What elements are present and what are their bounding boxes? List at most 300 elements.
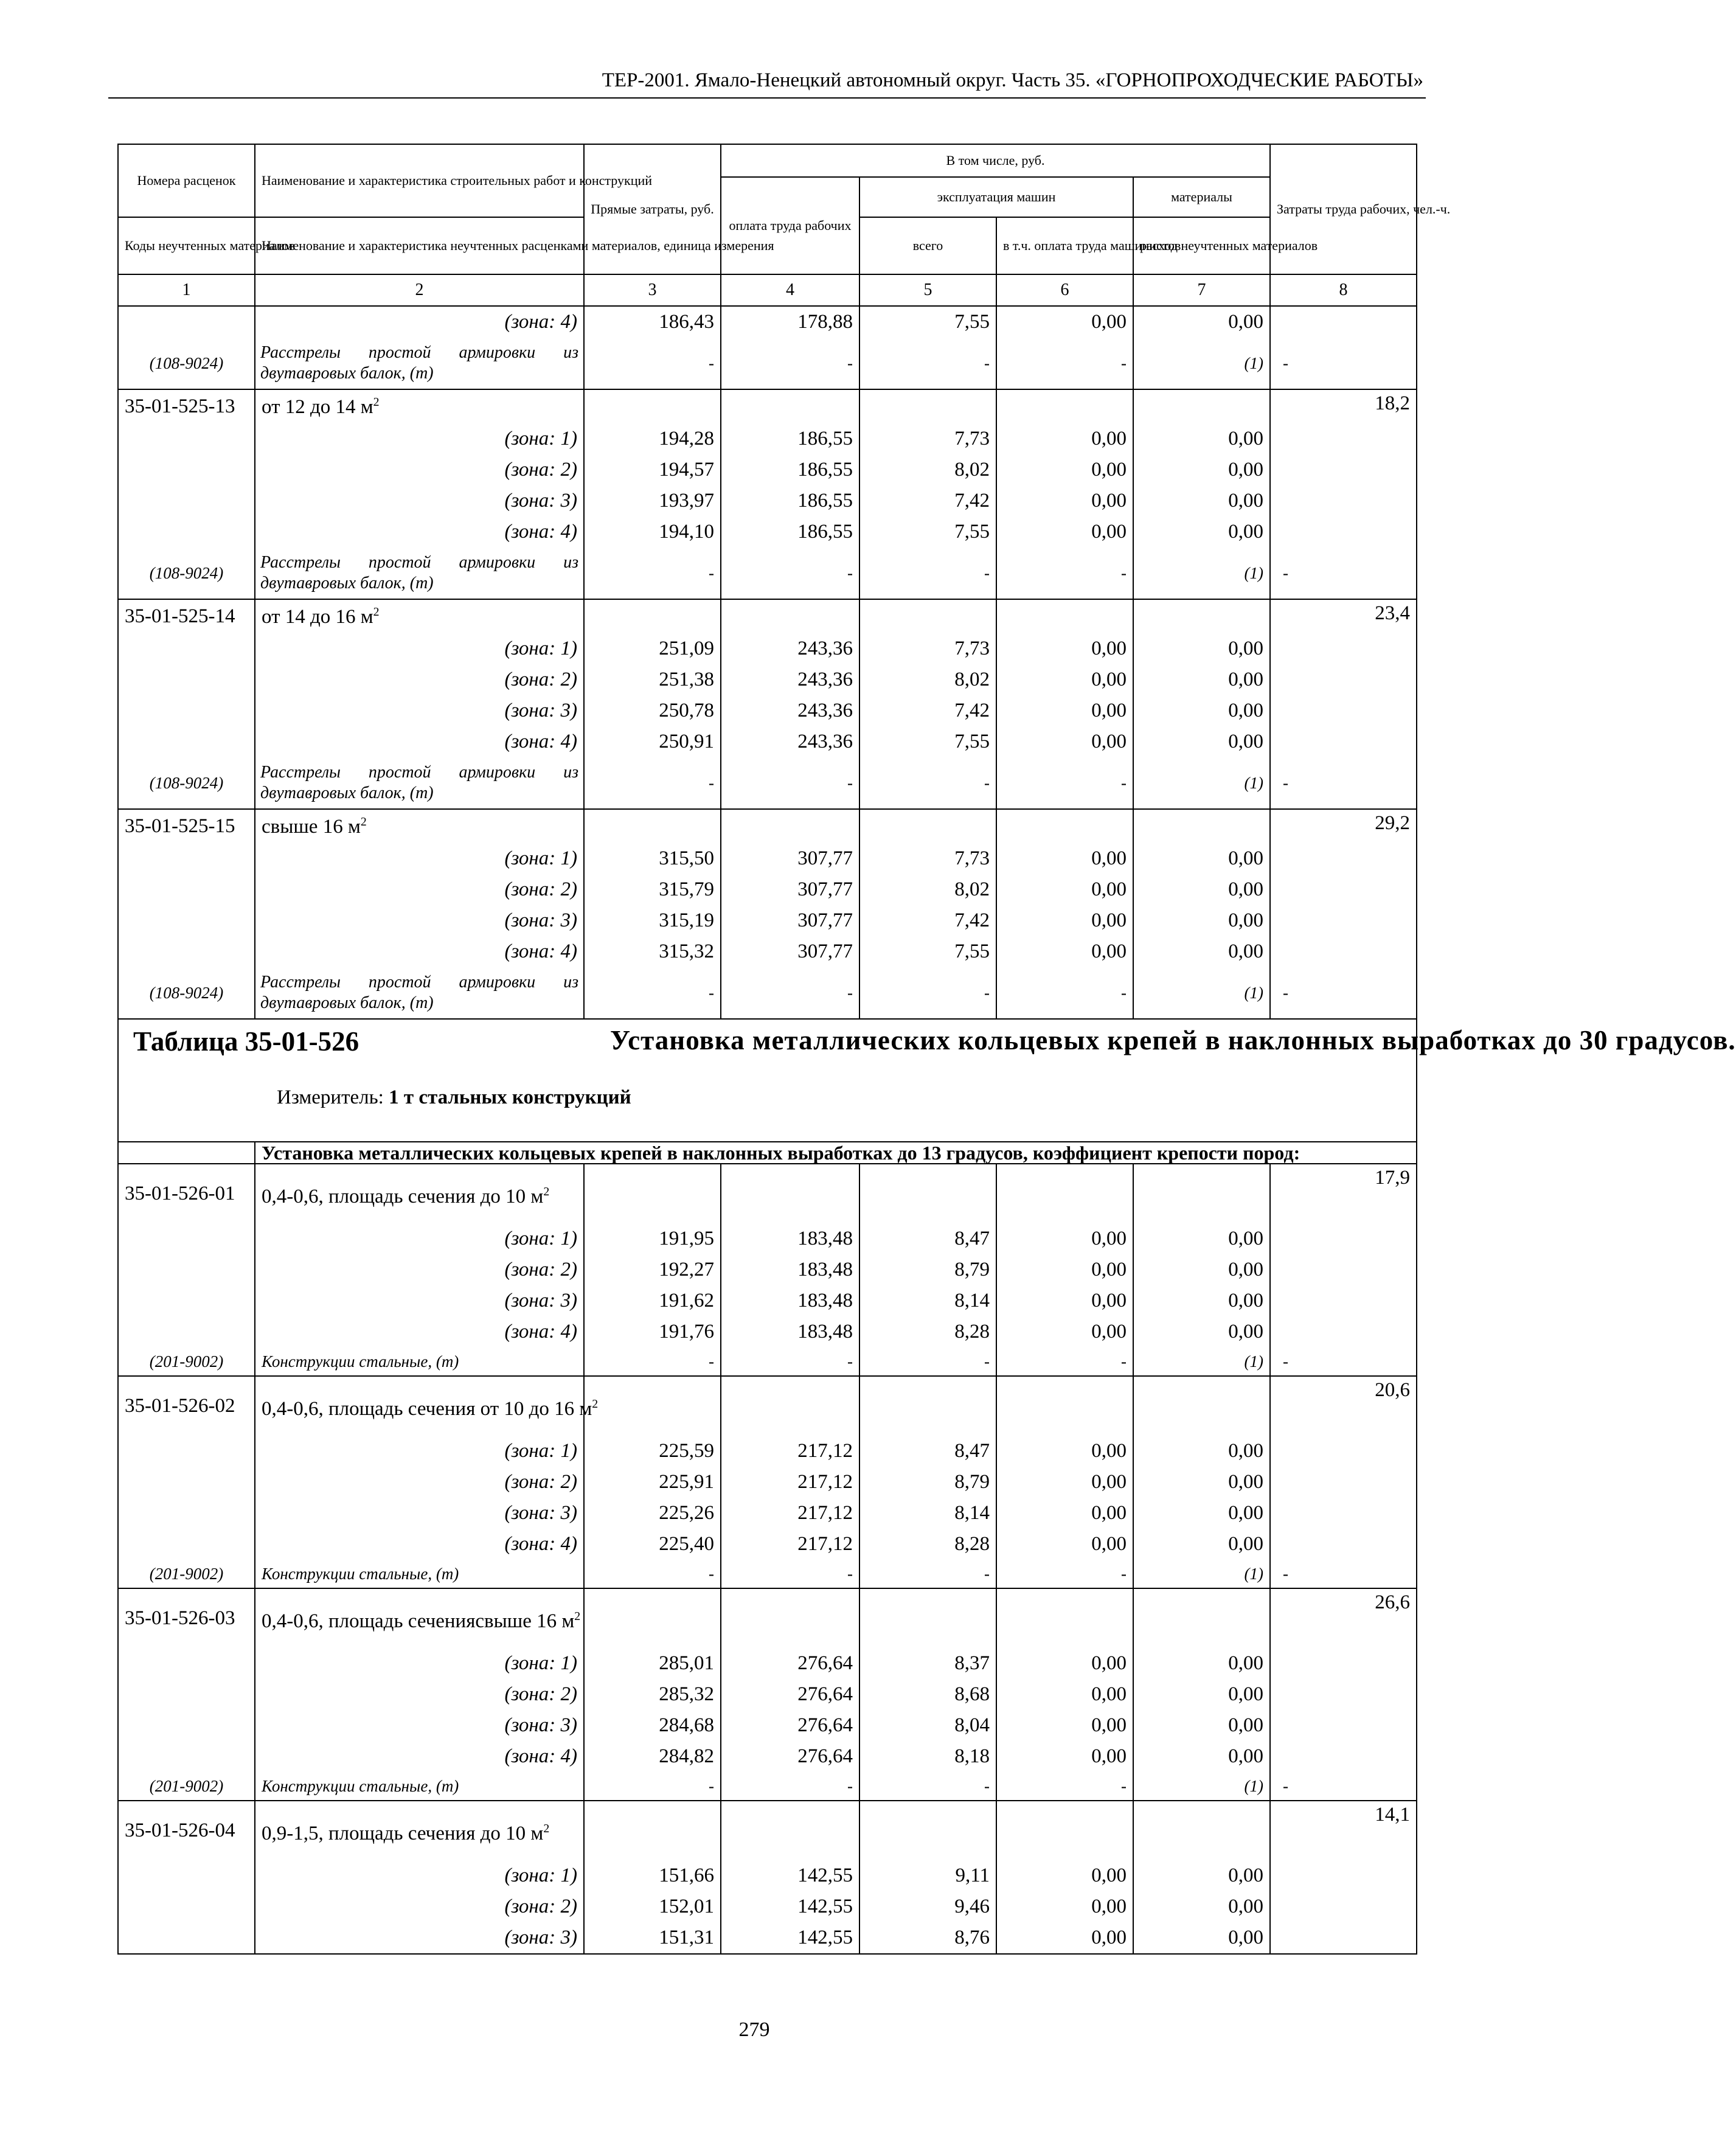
materials-cost: 0,00 (1133, 1254, 1270, 1285)
direct-cost: 151,66 (584, 1860, 721, 1891)
labor-pay: 243,36 (721, 726, 859, 757)
machines-total: 8,76 (859, 1922, 996, 1954)
dash: - (1270, 547, 1417, 599)
labor-empty (1270, 1679, 1417, 1710)
machinist-pay: 0,00 (996, 454, 1133, 485)
head-materials: материалы (1133, 177, 1270, 217)
superscript-2: 2 (592, 1397, 599, 1411)
material-row (118, 1772, 1417, 1801)
zone-label: (зона: 3) (255, 485, 584, 516)
empty-cell (859, 389, 996, 423)
zone-row (118, 1223, 1417, 1254)
zone-row (118, 454, 1417, 485)
head-row-1 (118, 144, 1417, 177)
direct-cost: 192,27 (584, 1254, 721, 1285)
zone-label: (зона: 3) (255, 695, 584, 726)
direct-cost: 225,40 (584, 1529, 721, 1560)
materials-cost: 0,00 (1133, 1316, 1270, 1347)
dash: - (1270, 1560, 1417, 1588)
labor-pay: 307,77 (721, 936, 859, 967)
labor-pay: 183,48 (721, 1316, 859, 1347)
material-name: Расстрелы простой армировки из двутавровых балок, (т) (255, 338, 584, 389)
section-code-empty (118, 1142, 255, 1164)
rate-name (255, 809, 584, 843)
zone-label: (зона: 2) (255, 664, 584, 695)
machines-total: 7,42 (859, 905, 996, 936)
zone-row (118, 1436, 1417, 1467)
zone-row (118, 423, 1417, 454)
dash: - (721, 967, 859, 1019)
dash: - (584, 1347, 721, 1376)
rate-name (255, 599, 584, 633)
machines-total: 9,46 (859, 1891, 996, 1922)
zone-label: (зона: 1) (255, 1223, 584, 1254)
rate-row (118, 1164, 1417, 1223)
material-qty: (1) (1133, 1772, 1270, 1801)
dash: - (584, 757, 721, 809)
labor-cost: 18,2 (1270, 389, 1417, 423)
material-code: (108-9024) (118, 967, 255, 1019)
zone-label: (зона: 2) (255, 454, 584, 485)
material-qty: (1) (1133, 1560, 1270, 1588)
empty-cell (721, 1164, 859, 1223)
direct-cost: 315,32 (584, 936, 721, 967)
rate-code-empty (118, 874, 255, 905)
rate-code-empty (118, 306, 255, 338)
dash: - (584, 338, 721, 389)
dash: - (721, 1347, 859, 1376)
materials-cost: 0,00 (1133, 874, 1270, 905)
materials-cost: 0,00 (1133, 633, 1270, 664)
direct-cost: 225,91 (584, 1467, 721, 1498)
material-code: (108-9024) (118, 757, 255, 809)
labor-pay: 243,36 (721, 633, 859, 664)
dash: - (721, 338, 859, 389)
materials-cost: 0,00 (1133, 664, 1270, 695)
empty-cell (721, 1376, 859, 1436)
materials-cost: 0,00 (1133, 1467, 1270, 1498)
zone-row (118, 306, 1417, 338)
dash: - (859, 1772, 996, 1801)
rate-code-empty (118, 1254, 255, 1285)
column-number: 5 (859, 274, 996, 306)
rate-code-empty (118, 905, 255, 936)
zone-label: (зона: 1) (255, 1648, 584, 1679)
machinist-pay: 0,00 (996, 306, 1133, 338)
zone-row (118, 1285, 1417, 1316)
zone-row (118, 905, 1417, 936)
machines-total: 7,55 (859, 306, 996, 338)
rate-code-empty (118, 1891, 255, 1922)
rate-name (255, 389, 584, 423)
empty-cell (859, 1376, 996, 1436)
labor-empty (1270, 1710, 1417, 1741)
dash: - (859, 967, 996, 1019)
zone-row (118, 1891, 1417, 1922)
labor-pay: 307,77 (721, 843, 859, 874)
head-numbers-row (118, 274, 1417, 306)
dash: - (584, 547, 721, 599)
labor-empty (1270, 905, 1417, 936)
rate-code-empty (118, 633, 255, 664)
dash: - (996, 338, 1133, 389)
superscript-2: 2 (373, 395, 380, 409)
machines-total: 7,73 (859, 633, 996, 664)
dash: - (859, 1560, 996, 1588)
zone-label: (зона: 4) (255, 306, 584, 338)
material-name: Конструкции стальные, (т) (255, 1772, 584, 1801)
rate-code-empty (118, 1860, 255, 1891)
rate-row (118, 809, 1417, 843)
dash: - (584, 967, 721, 1019)
empty-cell (996, 1588, 1133, 1648)
material-qty: (1) (1133, 757, 1270, 809)
empty-cell (584, 809, 721, 843)
labor-pay: 276,64 (721, 1741, 859, 1772)
table-number: Таблица 35-01-526 (133, 1026, 359, 1057)
labor-empty (1270, 1254, 1417, 1285)
empty-cell (584, 1801, 721, 1860)
empty-cell (1133, 389, 1270, 423)
column-number: 2 (255, 274, 584, 306)
labor-pay: 178,88 (721, 306, 859, 338)
machines-total: 8,02 (859, 454, 996, 485)
machinist-pay: 0,00 (996, 1741, 1133, 1772)
rate-name (255, 1588, 584, 1648)
machinist-pay: 0,00 (996, 1498, 1133, 1529)
direct-cost: 251,38 (584, 664, 721, 695)
material-code: (201-9002) (118, 1772, 255, 1801)
materials-cost: 0,00 (1133, 485, 1270, 516)
empty-cell (996, 809, 1133, 843)
labor-cost: 17,9 (1270, 1164, 1417, 1223)
labor-pay: 217,12 (721, 1529, 859, 1560)
machines-total: 8,68 (859, 1679, 996, 1710)
direct-cost: 191,95 (584, 1223, 721, 1254)
material-name: Расстрелы простой армировки из двутавровых балок, (т) (255, 967, 584, 1019)
machinist-pay: 0,00 (996, 1254, 1133, 1285)
machines-total: 7,55 (859, 726, 996, 757)
zone-row (118, 874, 1417, 905)
empty-cell (721, 599, 859, 633)
machines-total: 7,42 (859, 695, 996, 726)
rate-name (255, 1801, 584, 1860)
labor-empty (1270, 454, 1417, 485)
section-row (118, 1142, 1417, 1164)
labor-pay: 276,64 (721, 1648, 859, 1679)
dash: - (859, 338, 996, 389)
labor-pay: 217,12 (721, 1498, 859, 1529)
direct-cost: 315,19 (584, 905, 721, 936)
empty-cell (1133, 1588, 1270, 1648)
machinist-pay: 0,00 (996, 423, 1133, 454)
machines-total: 8,14 (859, 1285, 996, 1316)
head-col1-top: Номера расценок (118, 144, 255, 217)
materials-cost: 0,00 (1133, 1436, 1270, 1467)
rate-name-text: 0,9-1,5, площадь сечения до 10 м (262, 1822, 544, 1844)
direct-cost: 250,91 (584, 726, 721, 757)
dash: - (996, 967, 1133, 1019)
machinist-pay: 0,00 (996, 874, 1133, 905)
labor-cost: 29,2 (1270, 809, 1417, 843)
table-title: Установка металлических кольцевых крепей в наклонных выработках до 30 градусов. (610, 1025, 1736, 1055)
empty-cell (1133, 1376, 1270, 1436)
labor-empty (1270, 633, 1417, 664)
direct-cost: 284,82 (584, 1741, 721, 1772)
machinist-pay: 0,00 (996, 1529, 1133, 1560)
labor-cost: 23,4 (1270, 599, 1417, 633)
materials-cost: 0,00 (1133, 1648, 1270, 1679)
material-name: Конструкции стальные, (т) (255, 1560, 584, 1588)
machines-total: 9,11 (859, 1860, 996, 1891)
rate-name (255, 1164, 584, 1223)
labor-pay: 186,55 (721, 423, 859, 454)
zone-label: (зона: 1) (255, 1436, 584, 1467)
dash: - (1270, 1347, 1417, 1376)
empty-cell (996, 389, 1133, 423)
zone-row (118, 1679, 1417, 1710)
zone-row (118, 485, 1417, 516)
labor-pay: 276,64 (721, 1679, 859, 1710)
labor-empty (1270, 1529, 1417, 1560)
running-header (108, 66, 1426, 99)
rate-code-empty (118, 1285, 255, 1316)
empty-cell (996, 1801, 1133, 1860)
empty-cell (859, 599, 996, 633)
machinist-pay: 0,00 (996, 1922, 1133, 1954)
direct-cost: 225,26 (584, 1498, 721, 1529)
machinist-pay: 0,00 (996, 1285, 1133, 1316)
head-col7: расход неучтенных материалов (1133, 217, 1270, 274)
rate-row (118, 389, 1417, 423)
empty-cell (1133, 1801, 1270, 1860)
zone-row (118, 726, 1417, 757)
dash: - (859, 757, 996, 809)
zone-row (118, 1498, 1417, 1529)
rate-code-empty (118, 485, 255, 516)
machines-total: 8,28 (859, 1529, 996, 1560)
materials-cost: 0,00 (1133, 1529, 1270, 1560)
head-col6: в т.ч. оплата труда машинистов (996, 217, 1133, 274)
zone-label: (зона: 2) (255, 874, 584, 905)
labor-empty (1270, 1891, 1417, 1922)
zone-label: (зона: 4) (255, 1529, 584, 1560)
zone-label: (зона: 4) (255, 516, 584, 547)
head-col1-bottom: Коды неучтенных материалов (118, 217, 255, 274)
material-code: (201-9002) (118, 1347, 255, 1376)
empty-cell (996, 599, 1133, 633)
rate-name-text: от 12 до 14 м (262, 395, 373, 418)
materials-cost: 0,00 (1133, 516, 1270, 547)
dash: - (721, 1772, 859, 1801)
materials-cost: 0,00 (1133, 843, 1270, 874)
machinist-pay: 0,00 (996, 664, 1133, 695)
machines-total: 8,14 (859, 1498, 996, 1529)
direct-cost: 191,62 (584, 1285, 721, 1316)
dash: - (1270, 338, 1417, 389)
machinist-pay: 0,00 (996, 1860, 1133, 1891)
empty-cell (996, 1376, 1133, 1436)
rate-row (118, 1801, 1417, 1860)
direct-cost: 284,68 (584, 1710, 721, 1741)
machinist-pay: 0,00 (996, 1679, 1133, 1710)
page-number: 279 (738, 2018, 770, 2041)
machinist-pay: 0,00 (996, 843, 1133, 874)
material-row (118, 547, 1417, 599)
dash: - (996, 1560, 1133, 1588)
zone-label: (зона: 3) (255, 1922, 584, 1954)
rate-code: 35-01-526-01 (118, 1164, 255, 1223)
empty-cell (721, 389, 859, 423)
empty-cell (584, 389, 721, 423)
rate-code-empty (118, 695, 255, 726)
labor-empty (1270, 726, 1417, 757)
rate-code-empty (118, 516, 255, 547)
rate-code-empty (118, 1467, 255, 1498)
materials-cost: 0,00 (1133, 306, 1270, 338)
direct-cost: 194,57 (584, 454, 721, 485)
zone-label: (зона: 1) (255, 1860, 584, 1891)
zone-row (118, 695, 1417, 726)
labor-empty (1270, 936, 1417, 967)
head-incl: В том числе, руб. (721, 144, 1270, 177)
material-row (118, 1347, 1417, 1376)
machinist-pay: 0,00 (996, 1648, 1133, 1679)
labor-pay: 142,55 (721, 1922, 859, 1954)
head-col5: всего (859, 217, 996, 274)
empty-cell (584, 1376, 721, 1436)
empty-cell (859, 809, 996, 843)
material-code: (108-9024) (118, 547, 255, 599)
labor-pay: 186,55 (721, 454, 859, 485)
table-title-row (118, 1019, 1417, 1142)
materials-cost: 0,00 (1133, 1922, 1270, 1954)
direct-cost: 194,10 (584, 516, 721, 547)
rate-row (118, 1588, 1417, 1648)
head-col4: оплата труда рабочих (721, 177, 859, 274)
labor-pay: 186,55 (721, 516, 859, 547)
materials-cost: 0,00 (1133, 1741, 1270, 1772)
empty-cell (721, 1588, 859, 1648)
rate-row (118, 1376, 1417, 1436)
rate-code-empty (118, 454, 255, 485)
zone-row (118, 1529, 1417, 1560)
zone-row (118, 633, 1417, 664)
labor-empty (1270, 1223, 1417, 1254)
machines-total: 8,37 (859, 1648, 996, 1679)
dash: - (584, 1560, 721, 1588)
machines-total: 8,04 (859, 1710, 996, 1741)
materials-cost: 0,00 (1133, 1285, 1270, 1316)
zone-row (118, 1922, 1417, 1954)
zone-label: (зона: 2) (255, 1679, 584, 1710)
rate-code-empty (118, 1679, 255, 1710)
zone-label: (зона: 4) (255, 1316, 584, 1347)
empty-cell (584, 1164, 721, 1223)
zone-row (118, 1254, 1417, 1285)
zone-label: (зона: 2) (255, 1891, 584, 1922)
rate-code: 35-01-525-13 (118, 389, 255, 423)
materials-cost: 0,00 (1133, 1860, 1270, 1891)
column-number: 4 (721, 274, 859, 306)
zone-row (118, 1741, 1417, 1772)
materials-cost: 0,00 (1133, 695, 1270, 726)
zone-label: (зона: 2) (255, 1467, 584, 1498)
direct-cost: 315,79 (584, 874, 721, 905)
direct-cost: 285,01 (584, 1648, 721, 1679)
machinist-pay: 0,00 (996, 1223, 1133, 1254)
dash: - (996, 547, 1133, 599)
machinist-pay: 0,00 (996, 1316, 1133, 1347)
zone-label: (зона: 1) (255, 633, 584, 664)
empty-cell (859, 1588, 996, 1648)
machines-total: 8,28 (859, 1316, 996, 1347)
direct-cost: 152,01 (584, 1891, 721, 1922)
labor-pay: 217,12 (721, 1467, 859, 1498)
rate-code-empty (118, 1710, 255, 1741)
rate-code-empty (118, 423, 255, 454)
superscript-2: 2 (373, 605, 380, 619)
empty-cell (859, 1801, 996, 1860)
rate-code-empty (118, 1316, 255, 1347)
zone-label: (зона: 4) (255, 1741, 584, 1772)
rate-row (118, 599, 1417, 633)
material-name: Конструкции стальные, (т) (255, 1347, 584, 1376)
material-name: Расстрелы простой армировки из двутавровых балок, (т) (255, 757, 584, 809)
labor-empty (1270, 1498, 1417, 1529)
zone-row (118, 664, 1417, 695)
labor-pay: 276,64 (721, 1710, 859, 1741)
direct-cost: 250,78 (584, 695, 721, 726)
empty-cell (996, 1164, 1133, 1223)
measure-unit (277, 1086, 631, 1109)
zone-label: (зона: 2) (255, 1254, 584, 1285)
material-qty: (1) (1133, 338, 1270, 389)
dash: - (996, 757, 1133, 809)
labor-empty (1270, 843, 1417, 874)
machines-total: 8,79 (859, 1467, 996, 1498)
rates-table (117, 144, 1736, 1955)
materials-cost: 0,00 (1133, 454, 1270, 485)
rate-code: 35-01-526-02 (118, 1376, 255, 1436)
rate-code-empty (118, 1223, 255, 1254)
zone-label: (зона: 3) (255, 1285, 584, 1316)
machinist-pay: 0,00 (996, 1710, 1133, 1741)
labor-pay: 142,55 (721, 1860, 859, 1891)
labor-empty (1270, 1467, 1417, 1498)
dash: - (996, 1347, 1133, 1376)
labor-pay: 243,36 (721, 695, 859, 726)
zone-row (118, 936, 1417, 967)
machinist-pay: 0,00 (996, 726, 1133, 757)
machines-total: 8,18 (859, 1741, 996, 1772)
rate-code-empty (118, 664, 255, 695)
labor-pay: 183,48 (721, 1223, 859, 1254)
column-number: 8 (1270, 274, 1417, 306)
materials-cost: 0,00 (1133, 1679, 1270, 1710)
machines-total: 7,55 (859, 516, 996, 547)
zone-label: (зона: 4) (255, 936, 584, 967)
materials-cost: 0,00 (1133, 1891, 1270, 1922)
labor-pay: 307,77 (721, 905, 859, 936)
labor-empty (1270, 874, 1417, 905)
empty-cell (859, 1164, 996, 1223)
labor-cost: 26,6 (1270, 1588, 1417, 1648)
empty-cell (721, 809, 859, 843)
rate-code-empty (118, 936, 255, 967)
table-title-block (125, 1020, 1736, 1141)
rate-code: 35-01-525-15 (118, 809, 255, 843)
